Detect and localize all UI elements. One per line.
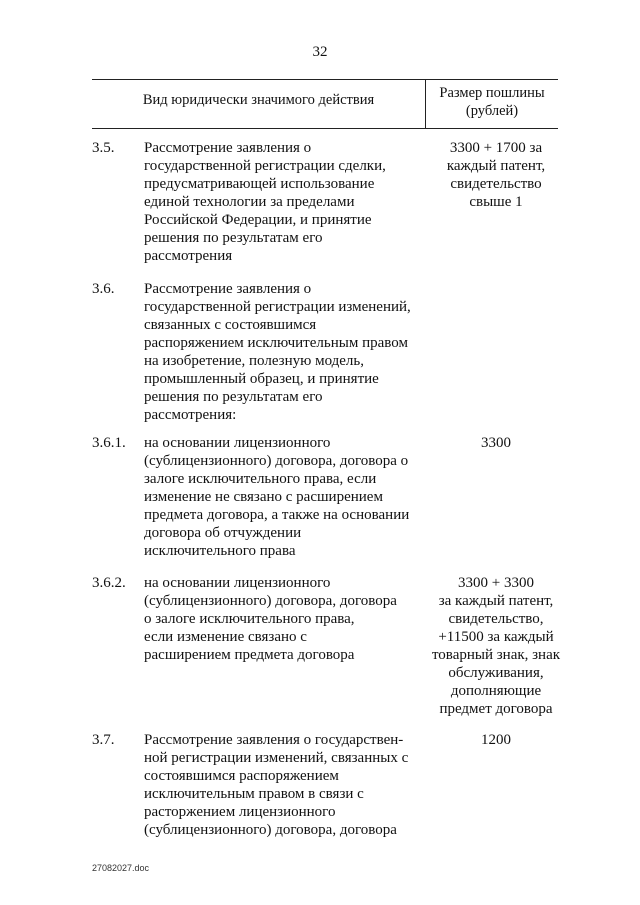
fee-line: дополняющие (450, 683, 542, 699)
fee-line: обслуживания, (448, 665, 544, 681)
table-header-bottom-rule (92, 128, 558, 129)
table-top-rule (92, 79, 558, 80)
item-fee (426, 731, 566, 749)
description-line: расширением предмета договора (144, 647, 355, 663)
fee-line: 1200 (481, 732, 511, 748)
description-line: Рассмотрение заявления о государствен- (144, 732, 404, 748)
description-line: расторжением лицензионного (144, 804, 336, 820)
description-line: (сублицензионного) договора, договора о (144, 453, 409, 469)
description-line: предмета договора, а также на основании (144, 507, 410, 523)
header-fee-column (426, 84, 558, 120)
description-line: состоявшимся распоряжением (144, 768, 339, 784)
item-number: 3.5. (92, 140, 115, 156)
description-line: Рассмотрение заявления о (144, 281, 312, 297)
header-action-column: Вид юридически значимого действия (142, 92, 375, 108)
item-fee (426, 574, 566, 718)
description-line: на изобретение, полезную модель, (144, 353, 365, 369)
item-description (144, 139, 426, 265)
item-number: 3.6.2. (92, 575, 126, 591)
description-line: Российской Федерации, и принятие (144, 212, 372, 228)
fee-line: за каждый патент, (438, 593, 554, 609)
description-line: Рассмотрение заявления о (144, 140, 312, 156)
description-line: связанных с состоявшимся (144, 317, 317, 333)
description-line: государственной регистрации изменений, (144, 299, 411, 315)
item-fee (426, 434, 566, 452)
description-line: промышленный образец, и принятие (144, 371, 379, 387)
fee-line: товарный знак, знак (431, 647, 561, 663)
item-fee (426, 139, 566, 211)
description-line: предусматривающей использование (144, 176, 375, 192)
description-line: государственной регистрации сделки, (144, 158, 386, 174)
fee-line: свыше 1 (469, 194, 523, 210)
fee-line: каждый патент, (446, 158, 546, 174)
item-description (144, 731, 426, 839)
description-line: рассмотрения (144, 248, 233, 264)
page-number: 32 (312, 44, 328, 60)
description-line: если изменение связано с (144, 629, 307, 645)
description-line: на основании лицензионного (144, 435, 331, 451)
description-line: залоге исключительного права, если (144, 471, 377, 487)
description-line: исключительного права (144, 543, 296, 559)
fee-line: +11500 за каждый (438, 629, 554, 645)
description-line: решения по результатам его (144, 230, 323, 246)
fee-line: 3300 (481, 435, 511, 451)
description-line: о залоге исключительного права, (144, 611, 355, 627)
description-line: распоряжением исключительным правом (144, 335, 408, 351)
item-description (144, 280, 426, 424)
description-line: изменение не связано с расширением (144, 489, 383, 505)
fee-line: 3300 + 1700 за (449, 140, 543, 156)
item-number: 3.6.1. (92, 435, 126, 451)
description-line: решения по результатам его (144, 389, 323, 405)
footer-filename: 27082027.doc (92, 863, 150, 873)
fee-line: 3300 + 3300 (458, 575, 534, 591)
description-line: ной регистрации изменений, связанных с (144, 750, 409, 766)
description-line: на основании лицензионного (144, 575, 331, 591)
fee-line: свидетельство, (448, 611, 544, 627)
item-description (144, 434, 426, 560)
item-number: 3.6. (92, 281, 115, 297)
description-line: договора об отчуждении (144, 525, 302, 541)
description-line: исключительным правом в связи с (144, 786, 364, 802)
description-line: единой технологии за пределами (144, 194, 355, 210)
fee-line: свидетельство (450, 176, 542, 192)
item-description (144, 574, 426, 664)
item-number: 3.7. (92, 732, 115, 748)
header-fee-line: Размер пошлины (439, 85, 545, 101)
description-line: (сублицензионного) договора, договора (144, 822, 397, 838)
fee-line: предмет договора (439, 701, 553, 717)
description-line: рассмотрения: (144, 407, 237, 423)
header-fee-unit: (рублей) (465, 103, 519, 119)
description-line: (сублицензионного) договора, договора (144, 593, 397, 609)
